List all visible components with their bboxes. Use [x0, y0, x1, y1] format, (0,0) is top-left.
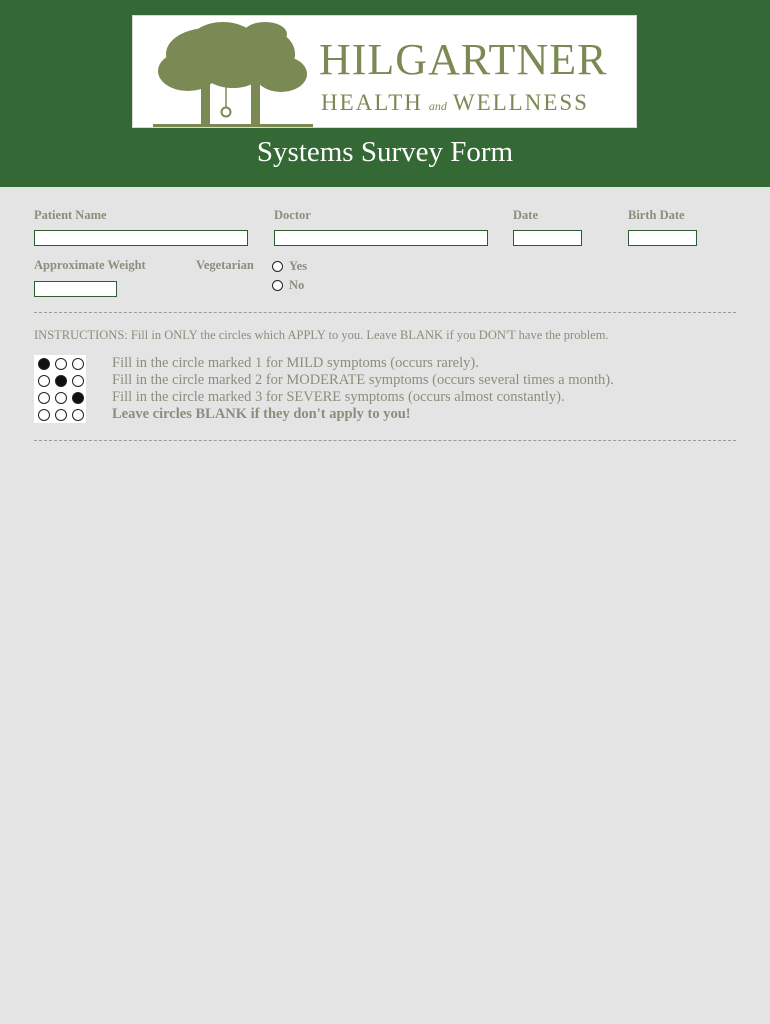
filled-circle-icon [38, 358, 50, 370]
filled-circle-icon [72, 392, 84, 404]
doctor-field[interactable] [274, 230, 488, 246]
divider [34, 312, 736, 313]
vegetarian-yes-option[interactable] [272, 259, 307, 273]
divider [34, 440, 736, 441]
brand-tagline-left: HEALTH [321, 90, 423, 115]
empty-circle-icon [38, 375, 50, 387]
legend-severe: Fill in the circle marked 3 for SEVERE symptoms (occurs almost constantly). [112, 389, 565, 405]
weight-field[interactable] [34, 281, 117, 297]
vegetarian-yes-radio[interactable] [272, 261, 283, 272]
birth-date-label: Birth Date [628, 208, 685, 222]
legend-moderate: Fill in the circle marked 2 for MODERATE symptoms (occurs several times a month). [112, 372, 614, 388]
brand-tagline [321, 91, 589, 114]
instructions-text: INSTRUCTIONS: Fill in ONLY the circles which APPLY to you. Leave BLANK if you DON'T have the problem. [34, 328, 609, 342]
tree-swing-icon [153, 16, 313, 128]
date-label: Date [513, 208, 538, 222]
vegetarian-no-option[interactable] [272, 278, 304, 292]
filled-circle-icon [55, 375, 67, 387]
vegetarian-label: Vegetarian [196, 258, 254, 272]
legend-mild: Fill in the circle marked 1 for MILD symptoms (occurs rarely). [112, 355, 479, 371]
legend-circles [34, 355, 86, 423]
page-title: Systems Survey Form [256, 136, 514, 168]
vegetarian-yes-label: Yes [289, 259, 308, 273]
brand-tagline-and: and [428, 99, 447, 113]
vegetarian-no-radio[interactable] [272, 280, 283, 291]
patient-name-label: Patient Name [34, 208, 107, 222]
empty-circle-icon [72, 409, 84, 421]
empty-circle-icon [38, 409, 50, 421]
vegetarian-no-label: No [289, 278, 305, 292]
legend-circles-row [38, 409, 89, 422]
birth-date-field[interactable] [628, 230, 697, 246]
empty-circle-icon [72, 358, 84, 370]
logo [132, 15, 637, 128]
brand-tagline-right: WELLNESS [452, 90, 589, 115]
empty-circle-icon [55, 409, 67, 421]
empty-circle-icon [55, 392, 67, 404]
brand-name: HILGARTNER [319, 35, 608, 84]
doctor-label: Doctor [274, 208, 311, 222]
header-banner [0, 0, 770, 187]
legend-blank: Leave circles BLANK if they don't apply to you! [112, 406, 411, 422]
legend-circles-row [38, 392, 89, 405]
legend-circles-row [38, 358, 89, 371]
empty-circle-icon [72, 375, 84, 387]
weight-label: Approximate Weight [34, 258, 146, 272]
empty-circle-icon [38, 392, 50, 404]
patient-name-field[interactable] [34, 230, 248, 246]
legend-text [112, 355, 614, 423]
empty-circle-icon [55, 358, 67, 370]
date-field[interactable] [513, 230, 582, 246]
legend-circles-row [38, 375, 89, 388]
